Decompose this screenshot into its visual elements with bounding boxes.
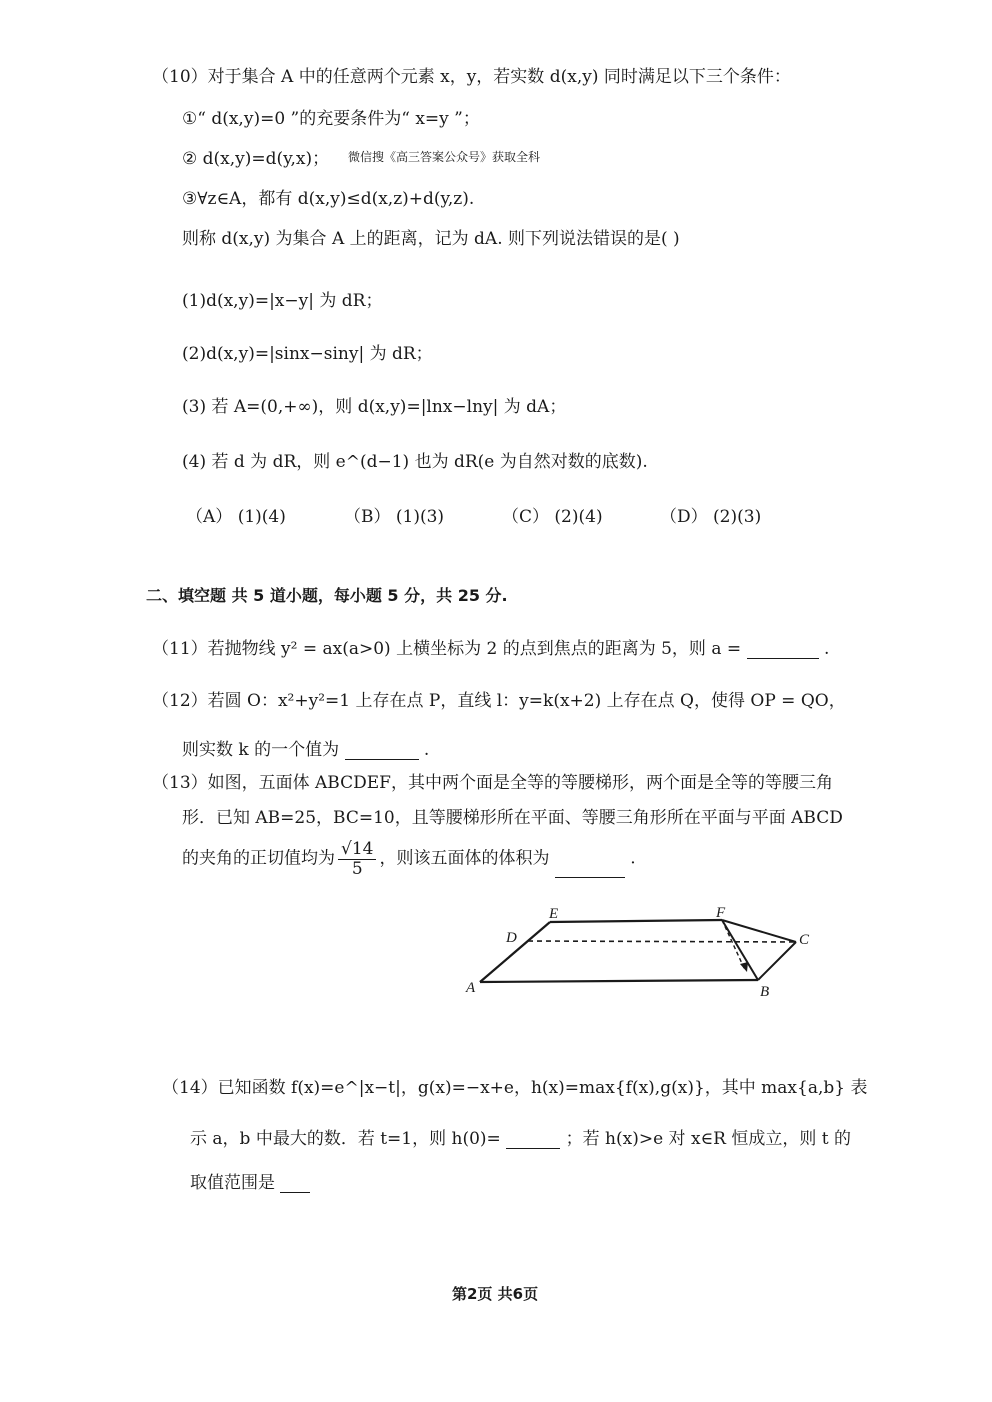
vertex-label-f: F <box>716 905 726 921</box>
vertex-label-a: A <box>466 980 476 996</box>
q10-condition-3: ③∀z∈A，都有 d(x,y)≤d(x,z)+d(y,z). <box>182 189 475 209</box>
edge-ab <box>480 980 758 982</box>
option-label: （B） <box>344 507 391 527</box>
q13-line-2: 形．已知 AB=25，BC=10，且等腰梯形所在平面、等腰三角形所在平面与平面 ABCD <box>182 808 843 828</box>
q13-text-b: ，则该五面体的体积为 <box>379 848 550 869</box>
q10-option-b <box>344 502 444 527</box>
q12-line-2 <box>182 735 429 760</box>
q10-option-a <box>186 502 286 527</box>
q14-text-a: 示 a，b 中最大的数．若 t=1，则 h(0)= <box>190 1129 501 1149</box>
answer-blank <box>280 1176 310 1193</box>
option-label: （D） <box>660 507 708 527</box>
answer-blank <box>555 861 625 878</box>
option-value: (2)(3) <box>713 507 762 527</box>
option-value: (1)(3) <box>395 507 445 527</box>
q14-text-b: ；若 h(x)>e 对 x∈R 恒成立，则 t 的 <box>565 1129 851 1149</box>
q10-ask: 则称 d(x,y) 为集合 A 上的距离，记为 dA. 则下列说法错误的是( ) <box>182 229 680 249</box>
q10-condition-2: ② d(x,y)=d(y,x)； <box>182 149 330 169</box>
watermark-text: 微信搜《高三答案公众号》获取全科 <box>348 150 541 164</box>
q11 <box>152 634 829 659</box>
q12-line-1: （12）若圆 O：x²+y²=1 上存在点 P，直线 l：y=k(x+2) 上存在点 Q，使得 OP = QO， <box>152 691 846 711</box>
q10-statement-2: (2)d(x,y)=|sinx−siny| 为 dR； <box>182 344 433 364</box>
edge-dc-hidden <box>528 941 796 942</box>
q10-statement-4: (4) 若 d 为 dR，则 e^(d−1) 也为 dR(e 为自然对数的底数). <box>182 452 648 472</box>
q13-line-3 <box>182 840 636 878</box>
q13-end: . <box>630 848 636 869</box>
q14-line-2 <box>190 1124 851 1149</box>
option-label: （A） <box>186 507 233 527</box>
q14-text-c: 取值范围是 <box>190 1173 275 1193</box>
q10-option-c <box>502 502 603 527</box>
q11-end: . <box>823 639 830 659</box>
fraction-numerator: √14 <box>338 840 376 860</box>
pentahedron-figure <box>460 900 820 1000</box>
option-value: (2)(4) <box>554 507 603 527</box>
q13-line-1: （13）如图，五面体 ABCDEF，其中两个面是全等的等腰梯形，两个面是全等的等腰三角 <box>152 773 833 793</box>
section-heading: 二、填空题 共 5 道小题，每小题 5 分，共 25 分. <box>146 586 508 605</box>
q11-text: （11）若抛物线 y² = ax(a>0) 上横坐标为 2 的点到焦点的距离为 5，则 a = <box>152 639 742 659</box>
q10-stem: （10）对于集合 A 中的任意两个元素 x，y，若实数 d(x,y) 同时满足以下三个条件： <box>152 67 791 87</box>
page-footer: 第2页 共6页 <box>452 1285 539 1303</box>
vertex-label-e: E <box>549 906 559 922</box>
q13-text-a: 的夹角的正切值均为 <box>182 848 335 869</box>
answer-blank <box>506 1132 560 1149</box>
fraction <box>338 840 376 878</box>
q10-statement-3: (3) 若 A=(0,+∞)，则 d(x,y)=|lnx−lny| 为 dA； <box>182 397 567 417</box>
vertex-label-c: C <box>799 932 810 948</box>
edge-ad <box>480 941 528 982</box>
edge-f-foot-hidden <box>722 920 745 970</box>
q10-statement-1: (1)d(x,y)=|x−y| 为 dR； <box>182 291 383 311</box>
vertex-label-b: B <box>760 984 770 1000</box>
option-label: （C） <box>502 507 550 527</box>
answer-blank <box>747 642 819 659</box>
arrow-head <box>740 962 748 972</box>
vertex-label-d: D <box>506 930 517 946</box>
q10-option-d <box>660 502 761 527</box>
q12-end: . <box>423 740 430 760</box>
q10-condition-1: ①“ d(x,y)=0 ”的充要条件为“ x=y ”； <box>182 109 480 129</box>
fraction-denominator: 5 <box>351 858 363 879</box>
edge-ef <box>550 920 722 922</box>
option-value: (1)(4) <box>237 507 286 527</box>
q12-text: 则实数 k 的一个值为 <box>182 740 340 760</box>
edge-bc <box>758 942 796 980</box>
q14-line-1: （14）已知函数 f(x)=e^|x−t|，g(x)=−x+e，h(x)=max{f(x),g(x)}，其中 max{a,b} 表 <box>162 1078 868 1098</box>
q14-line-3 <box>190 1168 310 1193</box>
answer-blank <box>345 743 419 760</box>
